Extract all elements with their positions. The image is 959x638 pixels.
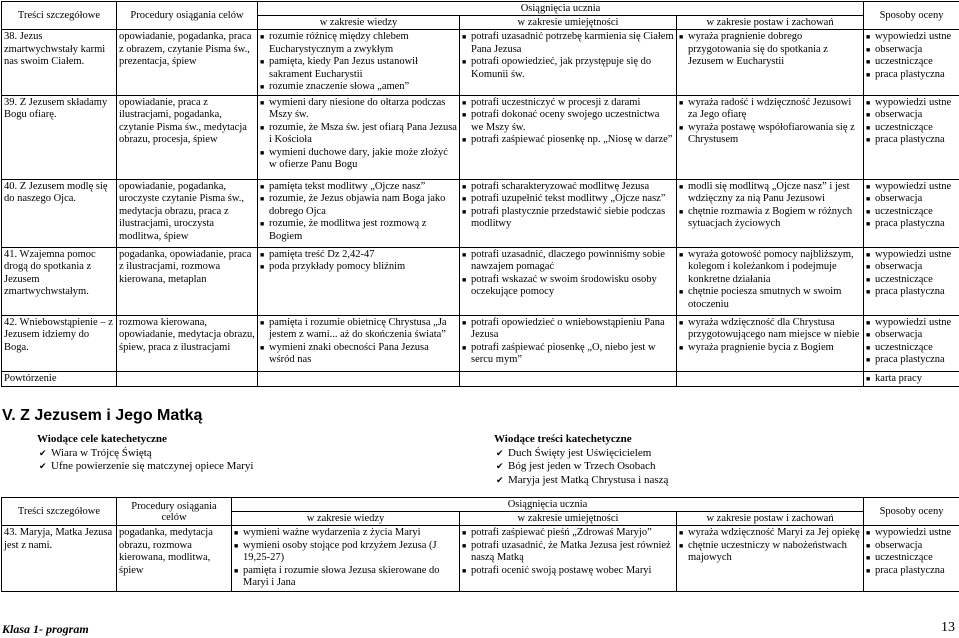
assessment-cell-item: ■ obserwacja [866,329,957,342]
review-row [2,371,959,387]
assessment-cell [864,247,959,315]
knowledge-cell [258,247,460,315]
assessment-cell [864,526,959,592]
header-wiedza: w zakresie wiedzy [258,16,460,30]
knowledge-cell [258,30,460,96]
content-item: ✔ Bóg jest jeden w Trzech Osobach [508,460,668,474]
knowledge-cell-item: ■ rozumie, że Msza św. jest ofiarą Pana Jezusa i Kościoła [260,122,457,147]
attitudes-cell-item: ■ wyraża gotowość pomocy najbliższym, kolegom i koleżankom i podejmuje konkretne działania [679,249,861,287]
header-procedury: Procedury osiągania celów [117,2,258,30]
topic-cell: 41. Wzajemna pomoc drogą do spotkania z Jezusem zmartwychwstałym. [2,247,117,315]
assessment-cell-item: ■ uczestniczące [866,274,957,287]
attitudes-cell [677,315,864,371]
assessment-cell-item: ■ wypowiedzi ustne [866,249,957,262]
skills-cell-item: ■ potrafi opowiedzieć, jak przystępuje się do Komunii św. [462,56,674,81]
assessment-cell [864,95,959,179]
attitudes-cell [677,526,864,592]
header-umiejetnosci-2: w zakresie umiejętności [460,512,677,526]
assessment-cell-item: ■ wypowiedzi ustne [866,31,957,44]
assessment-cell-item: ■ uczestniczące [866,206,957,219]
assessment-cell-item: ■ uczestniczące [866,122,957,135]
knowledge-cell-item: ■ wymieni znaki obecności Pana Jezusa wśród nas [260,342,457,367]
skills-cell-item: ■ potrafi plastycznie przedstawić siebie podczas modlitwy [462,206,674,231]
assessment-cell-item: ■ praca plastyczna [866,69,957,82]
knowledge-cell-item: ■ pamięta, kiedy Pan Jezus ustanowił sakrament Eucharystii [260,56,457,81]
skills-cell-item: ■ potrafi uzasadnić, że Matka Jezusa jest również naszą Matką [462,540,674,565]
procedures-cell: opowiadanie, praca z ilustracjami, pogadanka, czytanie Pisma św., medytacja obrazu, procesja, śpiew [117,95,258,179]
skills-cell-item: ■ potrafi uzasadnić, dlaczego powinniśmy sobie nawzajem pomagać [462,249,674,274]
attitudes-cell [677,247,864,315]
assessment-cell-item: ■ praca plastyczna [866,218,957,231]
knowledge-cell-item: ■ rozumie różnicę między chlebem Eucharystycznym a zwykłym [260,31,457,56]
content-item: ✔ Maryja jest Matką Chrystusa i naszą [508,474,668,488]
assessment-cell-item: ■ obserwacja [866,44,957,57]
assessment-cell [864,30,959,96]
table-row [2,315,959,371]
attitudes-cell-item: ■ wyraża pragnienie bycia z Bogiem [679,342,861,355]
skills-cell-item: ■ potrafi dokonać oceny swojego uczestnictwa we Mszy św. [462,109,674,134]
header-osiagniecia: Osiągnięcia ucznia [258,2,864,16]
header-sposoby-2: Sposoby oceny [864,498,959,526]
skills-cell [460,315,677,371]
table-row [2,95,959,179]
skills-cell-item: ■ potrafi zaśpiewać piosenkę „O, niebo jest w sercu mym” [462,342,674,367]
knowledge-cell-item: ■ pamięta i rozumie słowa Jezusa skierowane do Maryi i Jana [234,565,457,590]
knowledge-cell-item: ■ pamięta i rozumie obietnicę Chrystusa „Ja jestem z wami... aż do skończenia świata” [260,317,457,342]
knowledge-cell-item: ■ rozumie znaczenie słowa „amen” [260,81,457,94]
attitudes-cell-item: ■ modli się modlitwą „Ojcze nasz” i jest wdzięczny za nią Panu Jezusowi [679,181,861,206]
knowledge-cell-item: ■ wymieni osoby stojące pod krzyżem Jezusa (J 19,25-27) [234,540,457,565]
skills-cell [460,179,677,247]
procedures-cell: pogadanka, medytacja obrazu, rozmowa kierowana, modlitwa, śpiew [117,526,232,592]
attitudes-cell-item: ■ chętnie rozmawia z Bogiem w różnych sytuacjach życiowych [679,206,861,231]
skills-cell-item: ■ potrafi uzupełnić tekst modlitwy „Ojcze nasz” [462,193,674,206]
skills-cell [460,526,677,592]
knowledge-cell-item: ■ rozumie, że modlitwa jest rozmową z Bogiem [260,218,457,243]
skills-cell-item: ■ potrafi uczestniczyć w procesji z darami [462,97,674,110]
topic-cell: 43. Maryja, Matka Jezusa jest z nami. [2,526,117,592]
table-row [2,30,959,96]
contents-block [494,433,668,487]
assessment-cell-item: ■ wypowiedzi ustne [866,317,957,330]
header-wiedza-2: w zakresie wiedzy [232,512,460,526]
attitudes-cell-item: ■ chętnie uczestniczy w nabożeństwach majowych [679,540,861,565]
header-postaw-2: w zakresie postaw i zachowań [677,512,864,526]
topic-cell: 39. Z Jezusem składamy Bogu ofiarę. [2,95,117,179]
attitudes-cell [677,95,864,179]
attitudes-cell-item: ■ wyraża radość i wdzięczność Jezusowi za Jego ofiarę [679,97,861,122]
review-assessment [864,371,959,387]
header-sposoby: Sposoby oceny [864,2,959,30]
knowledge-cell [258,315,460,371]
goals-title: Wiodące cele katechetyczne [37,433,167,445]
assessment-cell-item: ■ wypowiedzi ustne [866,97,957,110]
topic-cell: 38. Jezus zmartwychwstały karmi nas swoim Ciałem. [2,30,117,96]
knowledge-cell-item: ■ pamięta tekst modlitwy „Ojcze nasz” [260,181,457,194]
procedures-cell: opowiadanie, pogadanka, uroczyste czytanie Pisma św., medytacja obrazu, praca z ilustracjami, uroczysta modlitwa, śpiew [117,179,258,247]
assessment-cell-item: ■ praca plastyczna [866,134,957,147]
procedures-cell: pogadanka, opowiadanie, praca z ilustracjami, rozmowa kierowana, metaplan [117,247,258,315]
header-umiejetnosci: w zakresie umiejętności [460,16,677,30]
knowledge-cell-item: ■ wymieni ważne wydarzenia z życia Maryi [234,527,457,540]
table-row [2,526,959,592]
skills-cell-item: ■ potrafi opowiedzieć o wniebowstąpieniu Pana Jezusa [462,317,674,342]
header-osiagniecia-2: Osiągnięcia ucznia [232,498,864,512]
knowledge-cell [258,95,460,179]
goal-item: ✔ Ufne powierzenie się matczynej opiece Maryi [51,460,254,474]
knowledge-cell [232,526,460,592]
knowledge-cell-item: ■ pamięta treść Dz 2,42-47 [260,249,457,262]
review-label: Powtórzenie [2,371,117,387]
skills-cell-item: ■ potrafi scharakteryzować modlitwę Jezusa [462,181,674,194]
skills-cell [460,247,677,315]
empty-cell [258,371,460,387]
assessment-cell-item: ■ praca plastyczna [866,565,957,578]
page-number: 13 [941,620,955,635]
table-row [2,179,959,247]
assessment-cell [864,315,959,371]
knowledge-cell-item: ■ wymieni dary niesione do ołtarza podczas Mszy św. [260,97,457,122]
skills-cell-item: ■ potrafi zaśpiewać pieśń „Zdrowaś Maryjo” [462,527,674,540]
section-title: V. Z Jezusem i Jego Matką [2,407,203,424]
header-tresci: Treści szczegółowe [2,2,117,30]
skills-cell-item: ■ potrafi uzasadnić potrzebę karmienia się Ciałem Pana Jezusa [462,31,674,56]
knowledge-cell [258,179,460,247]
assessment-cell-item: ■ uczestniczące [866,342,957,355]
knowledge-cell-item: ■ poda przykłady pomocy bliźnim [260,261,457,274]
assessment-cell-item: ■ uczestniczące [866,552,957,565]
procedures-cell: rozmowa kierowana, opowiadanie, medytacja obrazu, śpiew, praca z ilustracjami [117,315,258,371]
assessment-cell [864,179,959,247]
skills-cell [460,95,677,179]
content-item: ✔ Duch Święty jest Uświęcicielem [508,447,668,461]
empty-cell [460,371,677,387]
contents-title: Wiodące treści katechetyczne [494,433,632,445]
goals-block [37,433,254,474]
skills-cell-item: ■ potrafi zaśpiewać piosenkę np. „Niosę w darze” [462,134,674,147]
knowledge-cell-item: ■ wymieni duchowe dary, jakie może złożyć w ofierze Panu Bogu [260,147,457,172]
assessment-cell-item: ■ praca plastyczna [866,286,957,299]
curriculum-table-1 [1,1,959,387]
footer-program: Klasa 1- program [2,622,89,636]
assessment-cell-item: ■ praca plastyczna [866,354,957,367]
curriculum-table-2 [1,497,959,592]
assessment-cell-item: ■ obserwacja [866,193,957,206]
attitudes-cell-item: ■ wyraża postawę współofiarowania się z Chrystusem [679,122,861,147]
goals-list [37,447,254,474]
assessment-cell-item: ■ obserwacja [866,261,957,274]
table-row [2,247,959,315]
assessment-cell-item: ■ obserwacja [866,540,957,553]
goal-item: ✔ Wiara w Trójcę Świętą [51,447,254,461]
attitudes-cell-item: ■ wyraża wdzięczność Maryi za Jej opiekę [679,527,861,540]
contents-list [494,447,668,488]
skills-cell-item: ■ potrafi ocenić swoją postawę wobec Maryi [462,565,674,578]
attitudes-cell [677,179,864,247]
header-procedury-2: Procedury osiągania celów [117,498,232,526]
assessment-cell-item: ■ uczestniczące [866,56,957,69]
review-assessment-item: ■ karta pracy [866,373,957,386]
empty-cell [677,371,864,387]
assessment-cell-item: ■ obserwacja [866,109,957,122]
knowledge-cell-item: ■ rozumie, że Jezus objawia nam Boga jako dobrego Ojca [260,193,457,218]
skills-cell-item: ■ potrafi wskazać w swoim środowisku osoby oczekujące pomocy [462,274,674,299]
attitudes-cell [677,30,864,96]
procedures-cell: opowiadanie, pogadanka, praca z obrazem, czytanie Pisma św., prezentacja, śpiew [117,30,258,96]
attitudes-cell-item: ■ wyraża wdzięczność dla Chrystusa przygotowującego nam miejsce w niebie [679,317,861,342]
assessment-cell-item: ■ wypowiedzi ustne [866,181,957,194]
topic-cell: 42. Wniebowstąpienie – z Jezusem idziemy do Boga. [2,315,117,371]
attitudes-cell-item: ■ wyraża pragnienie dobrego przygotowania się do spotkania z Jezusem w Eucharystii [679,31,861,69]
assessment-cell-item: ■ wypowiedzi ustne [866,527,957,540]
empty-cell [117,371,258,387]
topic-cell: 40. Z Jezusem modlę się do naszego Ojca. [2,179,117,247]
header-postaw: w zakresie postaw i zachowań [677,16,864,30]
skills-cell [460,30,677,96]
header-tresci-2: Treści szczegółowe [2,498,117,526]
attitudes-cell-item: ■ chętnie pociesza smutnych w swoim otoczeniu [679,286,861,311]
